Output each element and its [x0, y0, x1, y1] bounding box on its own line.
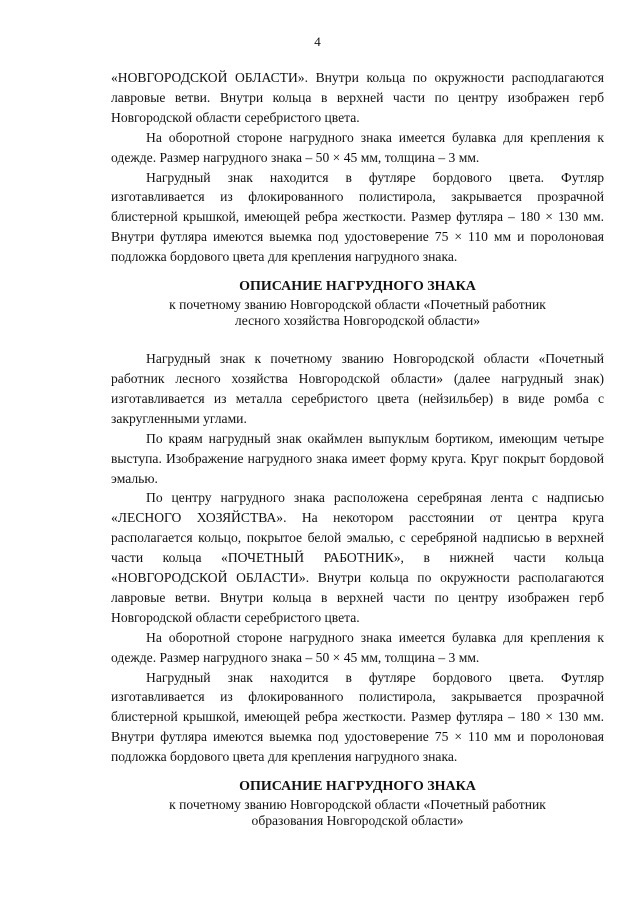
forestry-paragraph-3: По центру нагрудного знака расположена серебряная лента с надписью «ЛЕСНОГО ХОЗЯЙСТВА». На некотором расстоянии от центра круга располагается кольцо, покрытое белой эмалью, с серебряной надписью в верхней части кольца «ПОЧЕТНЫЙ РАБОТНИК», в нижней части кольца «НОВГОРОДСКОЙ ОБЛАСТИ». Внутри кольца по окружности располагаются лавровые ветви. Внутри кольца в верхней части по центру изображен герб Новгородской области серебристого цвета. [111, 490, 604, 625]
subtitle-line-1: к почетному званию Новгородской области «Почетный работник [169, 297, 546, 313]
forestry-paragraph-1: Нагрудный знак к почетному званию Новгородской области «Почетный работник лесного хозяйства Новгородской области» (далее нагрудный знак) изготавливается из металла серебристого цвета (нейзильбер) в виде ромба с закругленными углами. [111, 351, 604, 426]
section-subtitle-education [111, 797, 604, 828]
section-heading-education: ОПИСАНИЕ НАГРУДНОГО ЗНАКА [239, 779, 476, 795]
continuation-paragraph-1: «НОВГОРОДСКОЙ ОБЛАСТИ». Внутри кольца по окружности расподлагаются лавровые ветви. Внутри кольца в верхней части по центру изображен герб Новгородской области серебристого цвета. [111, 70, 604, 125]
spacer [111, 767, 604, 777]
section-subtitle-forestry [111, 297, 604, 328]
subtitle-line-2: образования Новгородской области» [251, 812, 464, 828]
section-heading-forestry: ОПИСАНИЕ НАГРУДНОГО ЗНАКА [239, 279, 476, 295]
subtitle-line-1: к почетному званию Новгородской области «Почетный работник [169, 797, 546, 813]
spacer [111, 267, 604, 277]
page-number: 4 [314, 34, 321, 49]
continuation-paragraph-3: Нагрудный знак находится в футляре бордового цвета. Футляр изготавливается из флокированного полистирола, закрывается прозрачной блистерной крышкой, имеющей ребра жесткости. Размер футляра – 180 × 130 мм. Внутри футляра имеются выемка под удостоверение 75 × 110 мм и поролоновая подложка бордового цвета для крепления нагрудного знака. [111, 169, 604, 265]
forestry-paragraph-2: По краям нагрудный знак окаймлен выпуклым бортиком, имеющим четыре выступа. Изображение нагрудного знака имеет форму круга. Круг покрыт бордовой эмалью. [111, 430, 604, 486]
forestry-paragraph-4: На оборотной стороне нагрудного знака имеется булавка для крепления к одежде. Размер нагрудного знака – 50 × 45 мм, толщина – 3 мм. [111, 629, 604, 665]
subtitle-line-2: лесного хозяйства Новгородской области» [234, 312, 481, 328]
forestry-paragraph-5: Нагрудный знак находится в футляре бордового цвета. Футляр изготавливается из флокированного полистирола, закрывается прозрачной блистерной крышкой, имеющей ребра жесткости. Размер футляра – 180 × 130 мм. Внутри футляра имеются выемка под удостоверение 75 × 110 мм и поролоновая подложка бордового цвета для крепления нагрудного знака. [111, 669, 604, 765]
spacer [111, 328, 604, 349]
continuation-paragraph-2: На оборотной стороне нагрудного знака имеется булавка для крепления к одежде. Размер нагрудного знака – 50 × 45 мм, толщина – 3 мм. [111, 129, 604, 165]
document-body [111, 68, 604, 828]
